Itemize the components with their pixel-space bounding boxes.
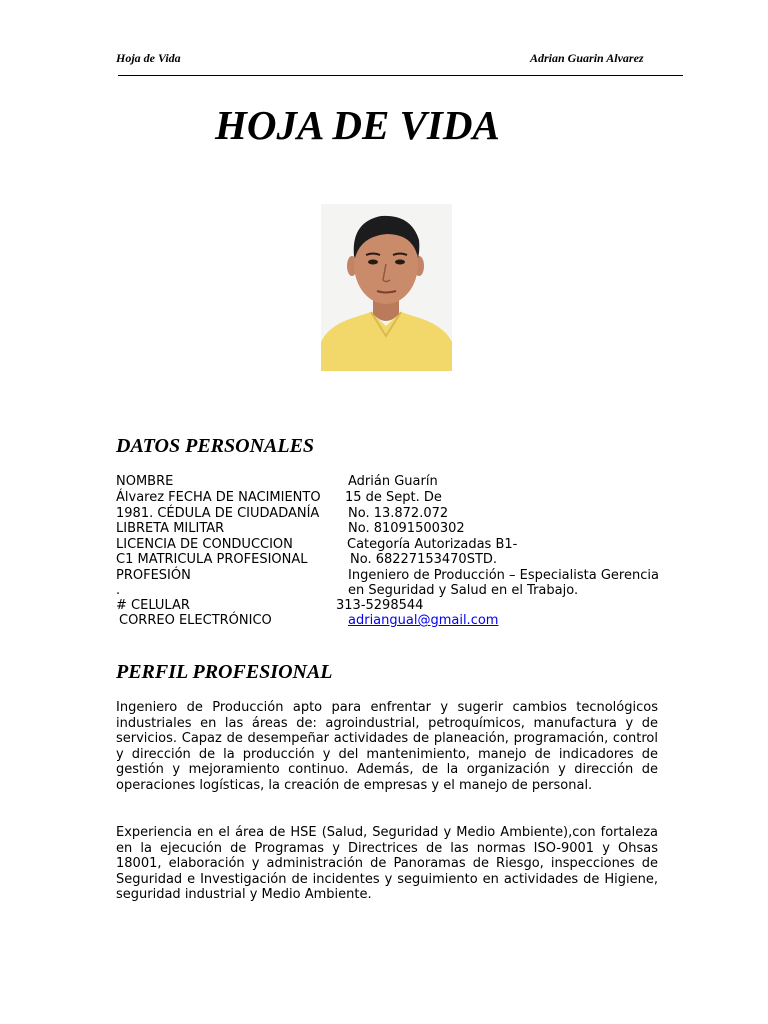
header-right-text: Adrian Guarin Alvarez	[530, 51, 644, 65]
label-nombre: NOMBRE	[116, 474, 174, 489]
label-fecha-nacimiento: Álvarez FECHA DE NACIMIENTO	[116, 490, 321, 505]
section-title-datos: DATOS PERSONALES	[116, 435, 315, 457]
value-celular: 313-5298544	[336, 598, 424, 613]
header-divider	[118, 75, 683, 76]
value-nombre: Adrián Guarín	[348, 474, 438, 489]
stray-dot: .	[116, 583, 121, 598]
value-libreta-militar: No. 81091500302	[348, 521, 465, 536]
portrait-illustration	[321, 204, 452, 371]
label-libreta-militar: LIBRETA MILITAR	[116, 521, 225, 536]
document-title: HOJA DE VIDA	[215, 102, 500, 148]
value-fecha-nacimiento: 15 de Sept. De	[345, 490, 442, 505]
label-cedula: 1981. CÉDULA DE CIUDADANÍA	[116, 506, 320, 521]
email-link[interactable]: adriangual@gmail.com	[348, 613, 499, 628]
header-left-text: Hoja de Vida	[116, 51, 181, 65]
label-celular: # CELULAR	[116, 598, 190, 613]
value-cedula: No. 13.872.072	[348, 506, 449, 521]
perfil-paragraph-1: Ingeniero de Producción apto para enfrentar y sugerir cambios tecnológicos industriales en las áreas de: agroindustrial, petroquímicos, manufactura y de servicios. Capaz de desempeñar actividades de planeación, programación, control y dirección de la producción y del mantenimiento, manejo de indicadores de gestión y mejoramiento continuo. Además, de la organización y dirección de operaciones logísticas, la creación de empresas y el manejo de personal.	[116, 700, 658, 793]
value-correo	[348, 613, 498, 629]
value-profesion-line1: Ingeniero de Producción – Especialista Gerencia	[348, 568, 659, 583]
label-matricula: C1 MATRICULA PROFESIONAL	[116, 552, 308, 567]
label-correo: CORREO ELECTRÓNICO	[119, 613, 272, 628]
label-profesion: PROFESIÓN	[116, 568, 191, 583]
value-licencia: Categoría Autorizadas B1-	[347, 537, 518, 552]
value-profesion-line2: en Seguridad y Salud en el Trabajo.	[348, 583, 579, 598]
section-title-perfil: PERFIL PROFESIONAL	[116, 661, 333, 683]
value-matricula: No. 68227153470STD.	[350, 552, 498, 567]
label-licencia: LICENCIA DE CONDUCCION	[116, 537, 293, 552]
perfil-paragraph-2: Experiencia en el área de HSE (Salud, Seguridad y Medio Ambiente),con fortaleza en la ejecución de Programas y Directrices de las normas ISO-9001 y Ohsas 18001, elaboración y administración de Panoramas de Riesgo, inspecciones de Seguridad e Investigación de incidentes y seguimiento en actividades de Higiene, seguridad industrial y Medio Ambiente.	[116, 825, 658, 903]
profile-photo	[321, 204, 452, 371]
